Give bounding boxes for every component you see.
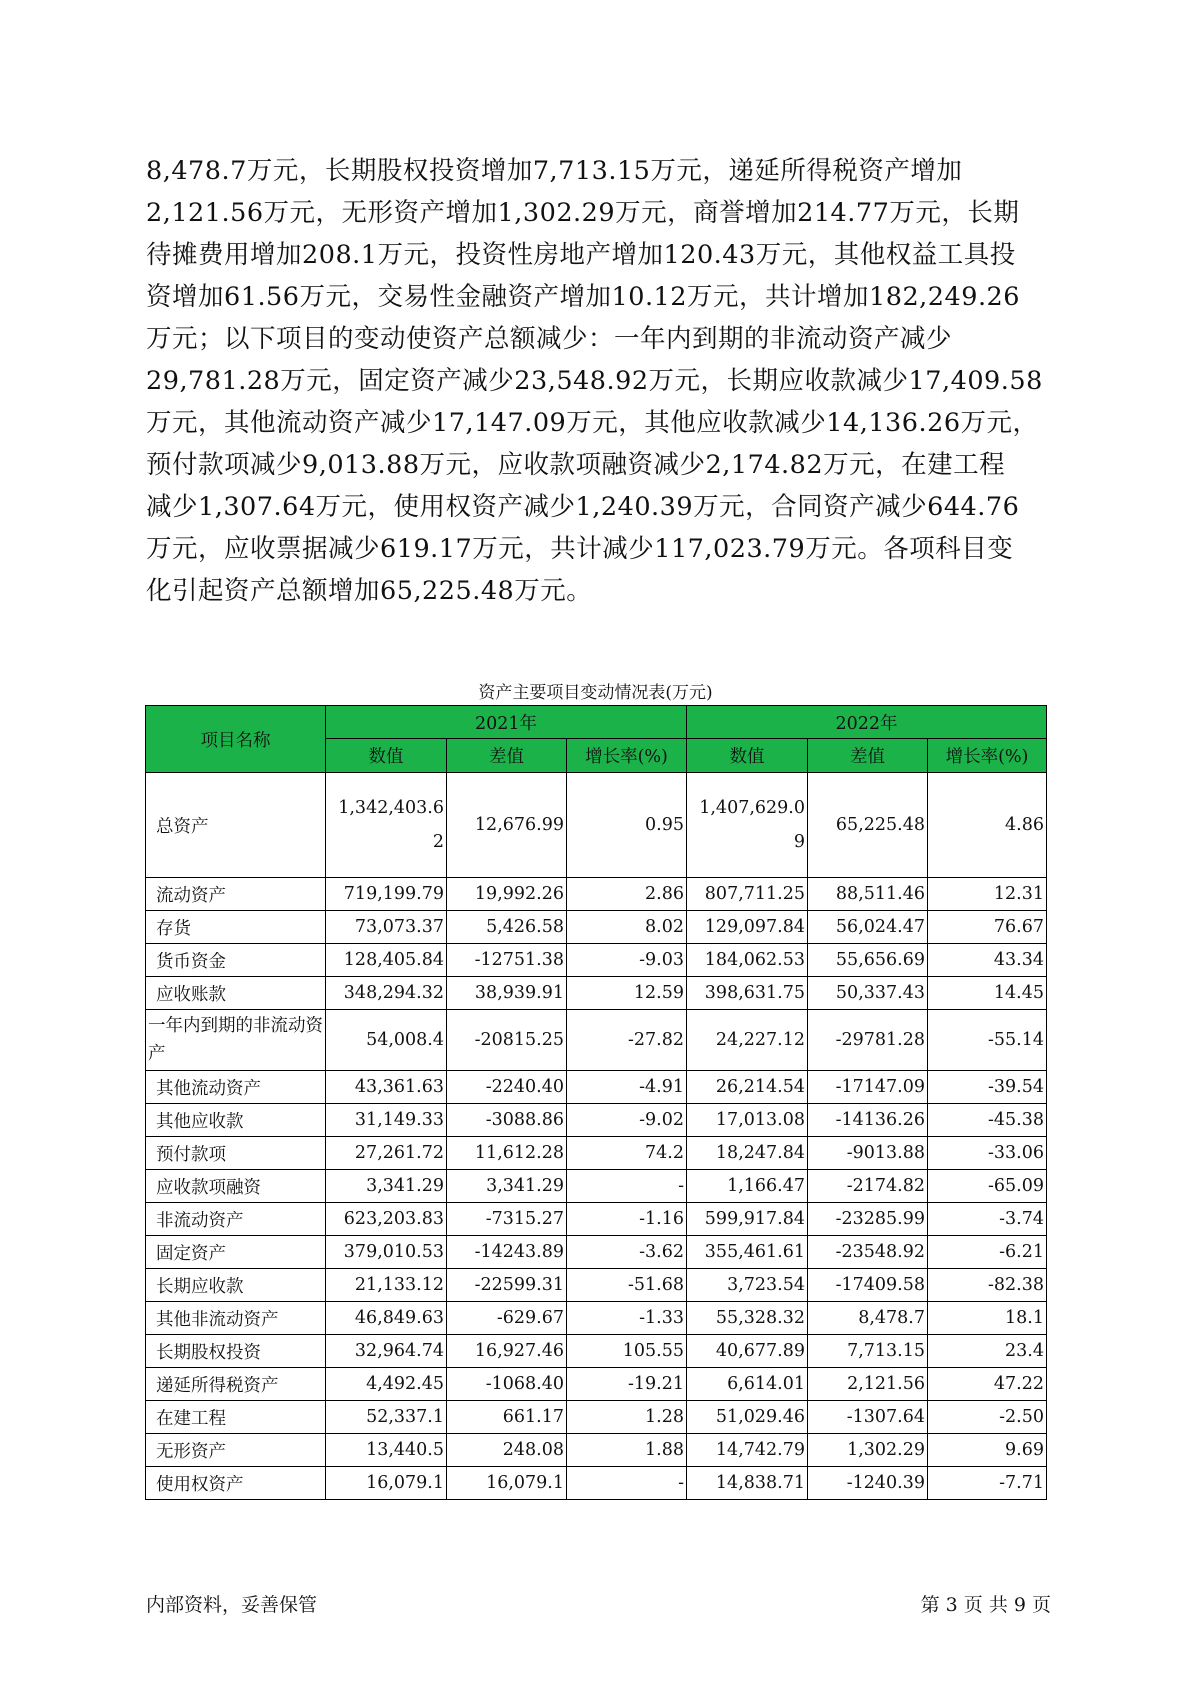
row-item-name: 非流动资产 <box>146 1203 326 1236</box>
cell-2021-value: 27,261.72 <box>326 1137 447 1170</box>
cell-2022-value: 599,917.84 <box>687 1203 808 1236</box>
table-row <box>146 1368 1047 1401</box>
paragraph-line: 万元；以下项目的变动使资产总额减少：一年内到期的非流动资产减少 <box>146 324 953 354</box>
cell-2022-difference: -2174.82 <box>808 1170 928 1203</box>
cell-2021-growth-rate: 8.02 <box>567 911 687 944</box>
table-row <box>146 1467 1047 1500</box>
table-body <box>146 773 1047 1500</box>
cell-2021-difference: 248.08 <box>447 1434 567 1467</box>
cell-2021-difference: -7315.27 <box>447 1203 567 1236</box>
table-row <box>146 911 1047 944</box>
cell-2021-difference: 12,676.99 <box>447 773 567 878</box>
paragraph-line: 预付款项减少9,013.88万元，应收款项融资减少2,174.82万元，在建工程 <box>146 450 1006 480</box>
header-value: 数值 <box>687 739 808 773</box>
row-item-name: 长期股权投资 <box>146 1335 326 1368</box>
cell-2022-difference: -23548.92 <box>808 1236 928 1269</box>
header-year-2021: 2021年 <box>326 706 687 739</box>
row-item-name: 应收账款 <box>146 977 326 1010</box>
cell-2021-growth-rate: -51.68 <box>567 1269 687 1302</box>
asset-change-table <box>145 705 1047 1500</box>
cell-2021-value: 46,849.63 <box>326 1302 447 1335</box>
table-row <box>146 944 1047 977</box>
cell-2022-difference: -17147.09 <box>808 1071 928 1104</box>
cell-2022-value: 24,227.12 <box>687 1010 808 1071</box>
cell-2022-growth-rate: -82.38 <box>928 1269 1047 1302</box>
paragraph-line: 化引起资产总额增加65,225.48万元。 <box>146 576 593 606</box>
cell-2021-difference: -20815.25 <box>447 1010 567 1071</box>
row-item-name: 一年内到期的非流动资产 <box>146 1010 326 1071</box>
cell-2021-difference: 19,992.26 <box>447 878 567 911</box>
cell-2021-value: 52,337.1 <box>326 1401 447 1434</box>
paragraph-line: 资增加61.56万元，交易性金融资产增加10.12万元，共计增加182,249.26 <box>146 282 1021 312</box>
table-row <box>146 878 1047 911</box>
table-row <box>146 977 1047 1010</box>
row-item-name: 货币资金 <box>146 944 326 977</box>
cell-2021-value: 3,341.29 <box>326 1170 447 1203</box>
cell-2021-growth-rate: 105.55 <box>567 1335 687 1368</box>
cell-2021-growth-rate: -1.16 <box>567 1203 687 1236</box>
cell-2021-difference: -2240.40 <box>447 1071 567 1104</box>
cell-2021-growth-rate: -4.91 <box>567 1071 687 1104</box>
cell-2022-growth-rate: 14.45 <box>928 977 1047 1010</box>
cell-2021-growth-rate: - <box>567 1467 687 1500</box>
cell-2021-difference: -1068.40 <box>447 1368 567 1401</box>
row-item-name: 其他流动资产 <box>146 1071 326 1104</box>
cell-2022-difference: -23285.99 <box>808 1203 928 1236</box>
cell-2022-value: 51,029.46 <box>687 1401 808 1434</box>
cell-2021-value: 31,149.33 <box>326 1104 447 1137</box>
table-row <box>146 1269 1047 1302</box>
cell-2021-value: 43,361.63 <box>326 1071 447 1104</box>
body-paragraph <box>146 150 1051 612</box>
cell-2022-growth-rate: 12.31 <box>928 878 1047 911</box>
cell-2021-value: 348,294.32 <box>326 977 447 1010</box>
cell-2022-growth-rate: 43.34 <box>928 944 1047 977</box>
row-item-name: 其他应收款 <box>146 1104 326 1137</box>
cell-2022-difference: -17409.58 <box>808 1269 928 1302</box>
cell-2021-value: 13,440.5 <box>326 1434 447 1467</box>
cell-2022-value: 184,062.53 <box>687 944 808 977</box>
cell-2022-difference: 55,656.69 <box>808 944 928 977</box>
cell-2021-difference: 3,341.29 <box>447 1170 567 1203</box>
cell-2022-value: 40,677.89 <box>687 1335 808 1368</box>
cell-2021-value: 32,964.74 <box>326 1335 447 1368</box>
table-row <box>146 1335 1047 1368</box>
table-row <box>146 1104 1047 1137</box>
cell-2022-growth-rate: 47.22 <box>928 1368 1047 1401</box>
table-row <box>146 1170 1047 1203</box>
cell-2021-growth-rate: 1.28 <box>567 1401 687 1434</box>
cell-2022-growth-rate: 4.86 <box>928 773 1047 878</box>
paragraph-line: 万元，其他流动资产减少17,147.09万元，其他应收款减少14,136.26万元， <box>146 408 1039 438</box>
paragraph-line: 2,121.56万元，无形资产增加1,302.29万元，商誉增加214.77万元，长期 <box>146 198 1020 228</box>
cell-2021-growth-rate: 74.2 <box>567 1137 687 1170</box>
cell-2021-difference: -3088.86 <box>447 1104 567 1137</box>
paragraph-line: 万元，应收票据减少619.17万元，共计减少117,023.79万元。各项科目变 <box>146 534 1014 564</box>
cell-2021-value: 623,203.83 <box>326 1203 447 1236</box>
cell-2022-value: 355,461.61 <box>687 1236 808 1269</box>
paragraph-line: 29,781.28万元，固定资产减少23,548.92万元，长期应收款减少17,409.58 <box>146 366 1043 396</box>
cell-2021-value: 719,199.79 <box>326 878 447 911</box>
cell-2021-growth-rate: 12.59 <box>567 977 687 1010</box>
row-item-name: 总资产 <box>146 773 326 878</box>
paragraph-line: 待摊费用增加208.1万元，投资性房地产增加120.43万元，其他权益工具投 <box>146 240 1016 270</box>
cell-2022-value: 26,214.54 <box>687 1071 808 1104</box>
cell-2022-growth-rate: 23.4 <box>928 1335 1047 1368</box>
cell-2022-value: 17,013.08 <box>687 1104 808 1137</box>
cell-2022-growth-rate: -6.21 <box>928 1236 1047 1269</box>
row-item-name: 存货 <box>146 911 326 944</box>
cell-2022-value <box>687 773 808 878</box>
table-row <box>146 1401 1047 1434</box>
cell-2022-growth-rate: -2.50 <box>928 1401 1047 1434</box>
cell-2021-value <box>326 773 447 878</box>
cell-2022-growth-rate: -33.06 <box>928 1137 1047 1170</box>
cell-2022-growth-rate: -39.54 <box>928 1071 1047 1104</box>
header-year-2022: 2022年 <box>687 706 1047 739</box>
table-row <box>146 1302 1047 1335</box>
row-item-name: 无形资产 <box>146 1434 326 1467</box>
cell-2021-growth-rate: 1.88 <box>567 1434 687 1467</box>
cell-2021-difference: -629.67 <box>447 1302 567 1335</box>
header-difference: 差值 <box>447 739 567 773</box>
cell-2022-value: 1,166.47 <box>687 1170 808 1203</box>
cell-2021-growth-rate: -19.21 <box>567 1368 687 1401</box>
cell-2021-growth-rate: 0.95 <box>567 773 687 878</box>
table-row <box>146 1236 1047 1269</box>
paragraph-line: 减少1,307.64万元，使用权资产减少1,240.39万元，合同资产减少644.76 <box>146 492 1020 522</box>
footer-confidential-note: 内部资料，妥善保管 <box>146 1594 318 1616</box>
cell-2021-value: 16,079.1 <box>326 1467 447 1500</box>
row-item-name: 在建工程 <box>146 1401 326 1434</box>
cell-2022-value: 18,247.84 <box>687 1137 808 1170</box>
cell-2021-difference: 38,939.91 <box>447 977 567 1010</box>
row-item-name: 预付款项 <box>146 1137 326 1170</box>
cell-2022-difference: 2,121.56 <box>808 1368 928 1401</box>
cell-2022-value: 129,097.84 <box>687 911 808 944</box>
cell-2022-difference: -1307.64 <box>808 1401 928 1434</box>
header-difference: 差值 <box>808 739 928 773</box>
cell-2022-growth-rate: -65.09 <box>928 1170 1047 1203</box>
cell-2021-value: 4,492.45 <box>326 1368 447 1401</box>
cell-2022-difference: -9013.88 <box>808 1137 928 1170</box>
cell-2022-difference: 65,225.48 <box>808 773 928 878</box>
cell-2022-difference: 50,337.43 <box>808 977 928 1010</box>
table-row <box>146 1010 1047 1071</box>
table-row <box>146 773 1047 878</box>
cell-2022-growth-rate: -55.14 <box>928 1010 1047 1071</box>
cell-2021-growth-rate: -3.62 <box>567 1236 687 1269</box>
cell-2021-value: 54,008.4 <box>326 1010 447 1071</box>
row-item-name: 使用权资产 <box>146 1467 326 1500</box>
cell-2021-growth-rate: -9.03 <box>567 944 687 977</box>
cell-2022-value: 55,328.32 <box>687 1302 808 1335</box>
cell-2022-growth-rate: -7.71 <box>928 1467 1047 1500</box>
table-title: 资产主要项目变动情况表(万元) <box>478 683 713 703</box>
cell-2022-growth-rate: 76.67 <box>928 911 1047 944</box>
row-item-name: 其他非流动资产 <box>146 1302 326 1335</box>
wrapped-number: 1,342,403.62 <box>338 798 444 852</box>
row-item-name: 应收款项融资 <box>146 1170 326 1203</box>
cell-2022-value: 398,631.75 <box>687 977 808 1010</box>
cell-2022-difference: 1,302.29 <box>808 1434 928 1467</box>
cell-2022-difference: 56,024.47 <box>808 911 928 944</box>
cell-2021-growth-rate: -27.82 <box>567 1010 687 1071</box>
cell-2022-growth-rate: -3.74 <box>928 1203 1047 1236</box>
row-item-name: 流动资产 <box>146 878 326 911</box>
cell-2021-difference: -14243.89 <box>447 1236 567 1269</box>
cell-2022-difference: -1240.39 <box>808 1467 928 1500</box>
cell-2021-difference: 11,612.28 <box>447 1137 567 1170</box>
cell-2022-difference: -29781.28 <box>808 1010 928 1071</box>
cell-2022-difference: 7,713.15 <box>808 1335 928 1368</box>
cell-2022-value: 14,838.71 <box>687 1467 808 1500</box>
cell-2022-value: 14,742.79 <box>687 1434 808 1467</box>
cell-2021-difference: 16,079.1 <box>447 1467 567 1500</box>
cell-2022-growth-rate: -45.38 <box>928 1104 1047 1137</box>
cell-2021-growth-rate: - <box>567 1170 687 1203</box>
table-row <box>146 1203 1047 1236</box>
cell-2021-difference: 16,927.46 <box>447 1335 567 1368</box>
cell-2021-difference: 5,426.58 <box>447 911 567 944</box>
header-value: 数值 <box>326 739 447 773</box>
footer-page-number: 第 3 页 共 9 页 <box>920 1594 1051 1616</box>
header-item-name: 项目名称 <box>146 706 326 773</box>
cell-2022-value: 6,614.01 <box>687 1368 808 1401</box>
cell-2022-value: 807,711.25 <box>687 878 808 911</box>
cell-2021-difference: -12751.38 <box>447 944 567 977</box>
header-growth-rate: 增长率(%) <box>928 739 1047 773</box>
paragraph-line: 8,478.7万元，长期股权投资增加7,713.15万元，递延所得税资产增加 <box>146 156 963 186</box>
table-row <box>146 1434 1047 1467</box>
cell-2021-value: 379,010.53 <box>326 1236 447 1269</box>
row-item-name: 递延所得税资产 <box>146 1368 326 1401</box>
cell-2022-value: 3,723.54 <box>687 1269 808 1302</box>
cell-2021-value: 128,405.84 <box>326 944 447 977</box>
table-row <box>146 1137 1047 1170</box>
row-item-name: 固定资产 <box>146 1236 326 1269</box>
wrapped-number: 1,407,629.09 <box>699 798 805 852</box>
cell-2021-value: 73,073.37 <box>326 911 447 944</box>
cell-2022-difference: -14136.26 <box>808 1104 928 1137</box>
header-growth-rate: 增长率(%) <box>567 739 687 773</box>
cell-2021-difference: -22599.31 <box>447 1269 567 1302</box>
cell-2022-difference: 88,511.46 <box>808 878 928 911</box>
cell-2021-growth-rate: 2.86 <box>567 878 687 911</box>
cell-2022-growth-rate: 18.1 <box>928 1302 1047 1335</box>
cell-2021-growth-rate: -1.33 <box>567 1302 687 1335</box>
cell-2021-difference: 661.17 <box>447 1401 567 1434</box>
cell-2021-growth-rate: -9.02 <box>567 1104 687 1137</box>
cell-2022-difference: 8,478.7 <box>808 1302 928 1335</box>
table-row <box>146 1071 1047 1104</box>
row-item-name: 长期应收款 <box>146 1269 326 1302</box>
cell-2021-value: 21,133.12 <box>326 1269 447 1302</box>
cell-2022-growth-rate: 9.69 <box>928 1434 1047 1467</box>
